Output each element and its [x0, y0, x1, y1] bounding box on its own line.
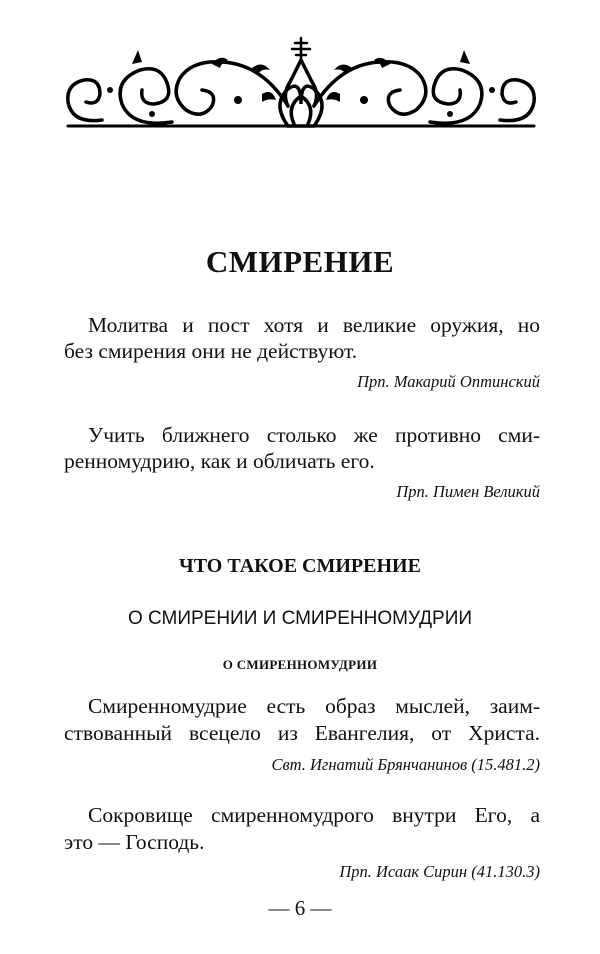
- chapter-title: СМИРЕНИЕ: [205, 244, 395, 279]
- quote-4-line-1: Сокровище смиренномудрого внутри Его, а: [88, 803, 540, 827]
- quote-3-line-2: ствованный всецело из Евангелия, от Христа.: [64, 721, 540, 745]
- quote-3-author: Свт. Игнатий Брянчанинов (15.481.2): [271, 755, 540, 774]
- quote-2-line-2: ренномудрию, как и обличать его.: [64, 449, 375, 473]
- quote-1-line-1: Молитва и пост хотя и великие оружия, но: [88, 313, 540, 337]
- quote-1-author: Прп. Макарий Оптинский: [357, 372, 540, 391]
- quote-3-line-1: Смиренномудрие есть образ мыслей, заим-: [88, 694, 540, 718]
- decorative-ornament-headpiece: [62, 34, 540, 134]
- minor-heading: О СМИРЕННОМУДРИИ: [222, 657, 378, 672]
- quote-2-author: Прп. Пимен Великий: [396, 482, 540, 501]
- quote-1-line-2: без смирения они не действуют.: [64, 339, 358, 363]
- subsection-heading: О СМИРЕНИИ И СМИРЕННОМУДРИИ: [127, 608, 473, 629]
- section-heading: ЧТО ТАКОЕ СМИРЕНИЕ: [179, 555, 421, 577]
- quote-2-line-1: Учить ближнего столько же противно сми-: [88, 423, 540, 447]
- quote-4-author: Прп. Исаак Сирин (41.130.3): [339, 862, 540, 881]
- quote-4-line-2: это — Господь.: [64, 830, 205, 854]
- page-number: — 6 —: [268, 896, 332, 920]
